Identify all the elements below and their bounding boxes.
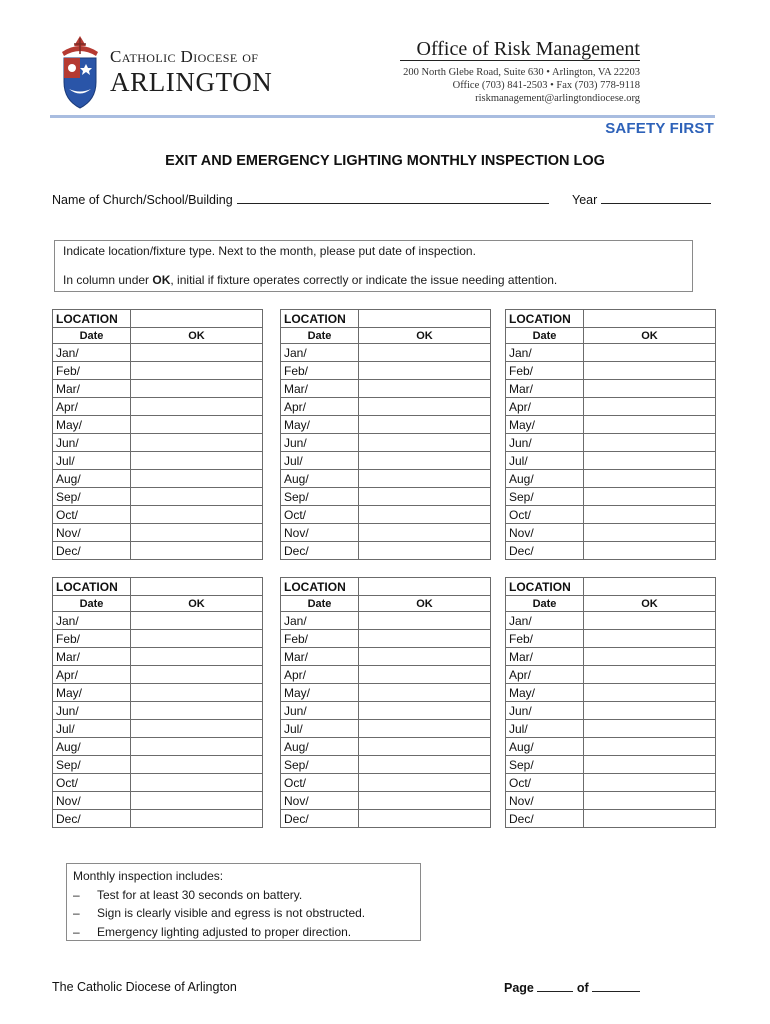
office-title: Office of Risk Management <box>416 38 640 60</box>
page-total-blank[interactable] <box>592 980 640 992</box>
month-date-cell[interactable]: Oct/ <box>281 774 359 792</box>
month-date-cell[interactable]: Mar/ <box>281 380 359 398</box>
table-row <box>53 416 263 434</box>
ok-cell[interactable] <box>131 666 263 684</box>
table-row <box>506 362 716 380</box>
diocese-name-line1: Catholic Diocese of <box>110 47 259 66</box>
page-number-field[interactable]: Page of <box>504 980 640 995</box>
ok-cell[interactable] <box>359 470 491 488</box>
table-row <box>53 810 263 828</box>
ok-cell[interactable] <box>584 756 716 774</box>
month-date-cell[interactable]: Jan/ <box>281 344 359 362</box>
month-date-cell[interactable]: Dec/ <box>281 810 359 828</box>
month-date-cell[interactable]: Nov/ <box>281 524 359 542</box>
ok-cell[interactable] <box>359 434 491 452</box>
ok-cell[interactable] <box>359 398 491 416</box>
table-row <box>281 684 491 702</box>
table-row <box>506 344 716 362</box>
ok-cell[interactable] <box>131 702 263 720</box>
ok-cell[interactable] <box>131 488 263 506</box>
location-input-cell[interactable] <box>359 310 491 328</box>
includes-item: – Sign is clearly visible and egress is not obstructed. <box>73 906 366 920</box>
ok-cell[interactable] <box>584 648 716 666</box>
location-label: LOCATION <box>281 578 359 596</box>
page-number-blank[interactable] <box>537 980 573 992</box>
table-row <box>506 524 716 542</box>
includes-item: – Emergency lighting adjusted to proper direction. <box>73 924 352 939</box>
ok-cell[interactable] <box>359 648 491 666</box>
table-row <box>281 344 491 362</box>
ok-cell[interactable] <box>584 416 716 434</box>
month-date-cell[interactable]: Sep/ <box>53 488 131 506</box>
instructions-line2: In column under OK, initial if fixture operates correctly or indicate the issue needing attention. <box>63 273 558 287</box>
date-column-header: Date <box>281 596 359 612</box>
table-row <box>53 362 263 380</box>
ok-cell[interactable] <box>131 542 263 560</box>
table-row <box>506 416 716 434</box>
ok-cell[interactable] <box>131 416 263 434</box>
table-row <box>53 720 263 738</box>
table-row <box>506 648 716 666</box>
month-date-cell[interactable]: Sep/ <box>281 488 359 506</box>
table-row <box>53 470 263 488</box>
month-date-cell[interactable]: May/ <box>53 684 131 702</box>
month-date-cell[interactable]: Sep/ <box>506 488 584 506</box>
month-date-cell[interactable]: Aug/ <box>281 738 359 756</box>
table-row <box>506 398 716 416</box>
month-date-cell[interactable]: Mar/ <box>506 648 584 666</box>
header-rule <box>50 115 715 118</box>
table-row <box>53 684 263 702</box>
month-date-cell[interactable]: Mar/ <box>281 648 359 666</box>
includes-item: – Test for at least 30 seconds on battery. <box>73 887 303 902</box>
ok-cell[interactable] <box>131 630 263 648</box>
table-row <box>53 488 263 506</box>
table-row <box>281 810 491 828</box>
ok-column-header: OK <box>359 596 491 612</box>
month-date-cell[interactable]: Oct/ <box>281 506 359 524</box>
location-input-cell[interactable] <box>131 310 263 328</box>
table-row <box>53 524 263 542</box>
ok-cell[interactable] <box>584 362 716 380</box>
inspection-log-table <box>280 577 491 828</box>
month-date-cell[interactable]: Dec/ <box>506 542 584 560</box>
month-date-cell[interactable]: Dec/ <box>281 542 359 560</box>
table-row <box>53 774 263 792</box>
month-date-cell[interactable]: Aug/ <box>506 738 584 756</box>
year-label: Year <box>572 193 598 207</box>
instructions-line1: Indicate location/fixture type. Next to the month, please put date of inspection. <box>63 244 476 258</box>
table-row <box>53 738 263 756</box>
table-row <box>281 362 491 380</box>
table-row <box>53 344 263 362</box>
month-date-cell[interactable]: Jan/ <box>506 612 584 630</box>
table-row <box>506 756 716 774</box>
table-row <box>53 398 263 416</box>
diocese-name-line2: ARLINGTON <box>110 67 273 97</box>
ok-cell[interactable] <box>359 720 491 738</box>
table-row <box>281 524 491 542</box>
ok-column-header: OK <box>584 596 716 612</box>
ok-column-header: OK <box>584 328 716 344</box>
ok-cell[interactable] <box>584 774 716 792</box>
diocese-crest-icon <box>56 34 104 110</box>
table-row <box>53 506 263 524</box>
inspection-log-table <box>505 577 716 828</box>
table-row <box>281 506 491 524</box>
location-label: LOCATION <box>281 310 359 328</box>
month-date-cell[interactable]: Nov/ <box>506 792 584 810</box>
month-date-cell[interactable]: Sep/ <box>281 756 359 774</box>
month-date-cell[interactable]: Jun/ <box>281 434 359 452</box>
month-date-cell[interactable]: Feb/ <box>281 630 359 648</box>
month-date-cell[interactable]: Jun/ <box>281 702 359 720</box>
ok-cell[interactable] <box>131 720 263 738</box>
location-label: LOCATION <box>53 310 131 328</box>
month-date-cell[interactable]: Feb/ <box>506 362 584 380</box>
table-row <box>281 542 491 560</box>
month-date-cell[interactable]: Apr/ <box>506 398 584 416</box>
ok-cell[interactable] <box>131 380 263 398</box>
month-date-cell[interactable]: Jul/ <box>281 720 359 738</box>
ok-cell[interactable] <box>359 774 491 792</box>
table-row <box>53 612 263 630</box>
month-date-cell[interactable]: May/ <box>506 684 584 702</box>
ok-cell[interactable] <box>359 344 491 362</box>
ok-cell[interactable] <box>359 666 491 684</box>
ok-cell[interactable] <box>584 434 716 452</box>
month-date-cell[interactable]: Feb/ <box>506 630 584 648</box>
ok-cell[interactable] <box>131 398 263 416</box>
ok-cell[interactable] <box>584 470 716 488</box>
month-date-cell[interactable]: Jun/ <box>53 434 131 452</box>
ok-cell[interactable] <box>584 524 716 542</box>
month-date-cell[interactable]: Oct/ <box>506 506 584 524</box>
month-date-cell[interactable]: Oct/ <box>53 506 131 524</box>
month-date-cell[interactable]: Jul/ <box>281 452 359 470</box>
month-date-cell[interactable]: May/ <box>506 416 584 434</box>
ok-cell[interactable] <box>359 380 491 398</box>
location-input-cell[interactable] <box>584 310 716 328</box>
month-date-cell[interactable]: Oct/ <box>53 774 131 792</box>
ok-cell[interactable] <box>359 684 491 702</box>
page-title: EXIT AND EMERGENCY LIGHTING MONTHLY INSPECTION LOG <box>165 153 605 169</box>
table-row <box>53 542 263 560</box>
ok-cell[interactable] <box>359 612 491 630</box>
table-row <box>53 756 263 774</box>
inspection-log-table <box>280 309 491 560</box>
table-row <box>53 792 263 810</box>
table-row <box>506 684 716 702</box>
ok-cell[interactable] <box>131 756 263 774</box>
table-row <box>281 470 491 488</box>
table-row <box>506 434 716 452</box>
ok-cell[interactable] <box>359 792 491 810</box>
ok-cell[interactable] <box>131 774 263 792</box>
ok-cell[interactable] <box>584 612 716 630</box>
month-date-cell[interactable]: Feb/ <box>53 362 131 380</box>
ok-cell[interactable] <box>584 702 716 720</box>
table-row <box>506 810 716 828</box>
table-row <box>506 470 716 488</box>
month-date-cell[interactable]: Jun/ <box>506 434 584 452</box>
ok-cell[interactable] <box>359 452 491 470</box>
ok-cell[interactable] <box>584 738 716 756</box>
month-date-cell[interactable]: Jan/ <box>53 344 131 362</box>
ok-cell[interactable] <box>359 810 491 828</box>
month-date-cell[interactable]: Jun/ <box>53 702 131 720</box>
table-row <box>281 648 491 666</box>
month-date-cell[interactable]: Mar/ <box>53 380 131 398</box>
location-label: LOCATION <box>506 310 584 328</box>
month-date-cell[interactable]: Apr/ <box>506 666 584 684</box>
table-row <box>281 738 491 756</box>
month-date-cell[interactable]: May/ <box>53 416 131 434</box>
month-date-cell[interactable]: Jul/ <box>506 720 584 738</box>
month-date-cell[interactable]: Jul/ <box>506 452 584 470</box>
table-row <box>506 792 716 810</box>
inspection-log-table <box>505 309 716 560</box>
inspection-includes-box <box>66 863 421 941</box>
ok-cell[interactable] <box>359 630 491 648</box>
table-row <box>281 666 491 684</box>
ok-cell[interactable] <box>359 506 491 524</box>
month-date-cell[interactable]: Jul/ <box>53 720 131 738</box>
ok-cell[interactable] <box>131 362 263 380</box>
date-column-header: Date <box>53 328 131 344</box>
location-input-cell[interactable] <box>584 578 716 596</box>
table-row <box>506 702 716 720</box>
ok-cell[interactable] <box>131 648 263 666</box>
location-label: LOCATION <box>53 578 131 596</box>
table-row <box>506 380 716 398</box>
ok-cell[interactable] <box>131 792 263 810</box>
ok-cell[interactable] <box>584 488 716 506</box>
ok-cell[interactable] <box>584 684 716 702</box>
table-row <box>281 398 491 416</box>
instructions-box <box>54 240 693 292</box>
table-row <box>506 612 716 630</box>
table-row <box>506 738 716 756</box>
month-date-cell[interactable]: Apr/ <box>53 398 131 416</box>
table-row <box>281 756 491 774</box>
ok-cell[interactable] <box>584 792 716 810</box>
building-name-blank[interactable] <box>237 192 549 204</box>
ok-cell[interactable] <box>131 434 263 452</box>
ok-cell[interactable] <box>359 362 491 380</box>
ok-cell[interactable] <box>584 666 716 684</box>
ok-cell[interactable] <box>584 452 716 470</box>
table-row <box>506 488 716 506</box>
month-date-cell[interactable]: Nov/ <box>506 524 584 542</box>
includes-heading: Monthly inspection includes: <box>73 869 224 883</box>
building-name-label: Name of Church/School/Building <box>52 193 233 207</box>
ok-cell[interactable] <box>131 684 263 702</box>
office-address: 200 North Glebe Road, Suite 630 • Arlington, VA 22203 <box>403 67 640 78</box>
month-date-cell[interactable]: May/ <box>281 684 359 702</box>
table-row <box>281 488 491 506</box>
ok-cell[interactable] <box>131 810 263 828</box>
office-email: riskmanagement@arlingtondiocese.org <box>475 93 640 104</box>
month-date-cell[interactable]: Apr/ <box>53 666 131 684</box>
date-column-header: Date <box>53 596 131 612</box>
table-row <box>53 630 263 648</box>
ok-cell[interactable] <box>584 344 716 362</box>
ok-column-header: OK <box>131 328 263 344</box>
ok-cell[interactable] <box>131 612 263 630</box>
month-date-cell[interactable]: Feb/ <box>53 630 131 648</box>
office-phone-fax: Office (703) 841-2503 • Fax (703) 778-9118 <box>452 80 640 91</box>
month-date-cell[interactable]: Oct/ <box>506 774 584 792</box>
ok-cell[interactable] <box>584 506 716 524</box>
ok-cell[interactable] <box>131 506 263 524</box>
table-row <box>506 774 716 792</box>
ok-cell[interactable] <box>584 630 716 648</box>
inspection-log-table <box>52 309 263 560</box>
ok-cell[interactable] <box>359 738 491 756</box>
table-row <box>281 380 491 398</box>
month-date-cell[interactable]: Jul/ <box>53 452 131 470</box>
ok-cell[interactable] <box>359 702 491 720</box>
month-date-cell[interactable]: Nov/ <box>53 524 131 542</box>
ok-cell[interactable] <box>584 380 716 398</box>
ok-cell[interactable] <box>359 416 491 434</box>
footer-organization: The Catholic Diocese of Arlington <box>52 980 237 994</box>
location-label: LOCATION <box>506 578 584 596</box>
date-column-header: Date <box>506 328 584 344</box>
month-date-cell[interactable]: Dec/ <box>53 810 131 828</box>
month-date-cell[interactable]: Nov/ <box>53 792 131 810</box>
table-row <box>281 612 491 630</box>
ok-column-header: OK <box>359 328 491 344</box>
table-row <box>281 416 491 434</box>
ok-cell[interactable] <box>359 488 491 506</box>
date-column-header: Date <box>281 328 359 344</box>
ok-cell[interactable] <box>359 524 491 542</box>
table-row <box>281 434 491 452</box>
month-date-cell[interactable]: Nov/ <box>281 792 359 810</box>
ok-cell[interactable] <box>359 542 491 560</box>
table-row <box>281 702 491 720</box>
ok-cell[interactable] <box>359 756 491 774</box>
ok-cell[interactable] <box>131 452 263 470</box>
month-date-cell[interactable]: Dec/ <box>53 542 131 560</box>
month-date-cell[interactable]: Dec/ <box>506 810 584 828</box>
ok-cell[interactable] <box>584 810 716 828</box>
month-date-cell[interactable]: Jan/ <box>506 344 584 362</box>
table-row <box>506 452 716 470</box>
month-date-cell[interactable]: Sep/ <box>506 756 584 774</box>
ok-cell[interactable] <box>131 738 263 756</box>
diocese-name <box>110 48 272 96</box>
ok-column-header: OK <box>131 596 263 612</box>
month-date-cell[interactable]: Jun/ <box>506 702 584 720</box>
table-row <box>281 774 491 792</box>
location-input-cell[interactable] <box>359 578 491 596</box>
month-date-cell[interactable]: Mar/ <box>53 648 131 666</box>
ok-cell[interactable] <box>131 470 263 488</box>
month-date-cell[interactable]: Apr/ <box>281 398 359 416</box>
month-date-cell[interactable]: Aug/ <box>53 470 131 488</box>
office-contact <box>403 66 640 105</box>
year-blank[interactable] <box>601 192 711 204</box>
table-row <box>281 792 491 810</box>
year-field[interactable] <box>572 192 711 207</box>
month-date-cell[interactable]: Aug/ <box>506 470 584 488</box>
ok-cell[interactable] <box>584 542 716 560</box>
table-row <box>53 666 263 684</box>
table-row <box>53 648 263 666</box>
month-date-cell[interactable]: Mar/ <box>506 380 584 398</box>
ok-cell[interactable] <box>131 344 263 362</box>
table-row <box>53 702 263 720</box>
table-row <box>506 720 716 738</box>
building-name-field[interactable] <box>52 192 549 207</box>
table-row <box>53 452 263 470</box>
table-row <box>506 630 716 648</box>
table-row <box>281 720 491 738</box>
month-date-cell[interactable]: May/ <box>281 416 359 434</box>
table-row <box>53 434 263 452</box>
table-row <box>506 666 716 684</box>
table-row <box>281 452 491 470</box>
table-row <box>281 630 491 648</box>
safety-first-tagline: SAFETY FIRST <box>605 120 714 137</box>
month-date-cell[interactable]: Sep/ <box>53 756 131 774</box>
inspection-log-table <box>52 577 263 828</box>
ok-cell[interactable] <box>584 398 716 416</box>
table-row <box>506 542 716 560</box>
date-column-header: Date <box>506 596 584 612</box>
ok-cell[interactable] <box>131 524 263 542</box>
month-date-cell[interactable]: Aug/ <box>53 738 131 756</box>
month-date-cell[interactable]: Aug/ <box>281 470 359 488</box>
month-date-cell[interactable]: Jan/ <box>53 612 131 630</box>
ok-cell[interactable] <box>584 720 716 738</box>
month-date-cell[interactable]: Apr/ <box>281 666 359 684</box>
table-row <box>506 506 716 524</box>
month-date-cell[interactable]: Feb/ <box>281 362 359 380</box>
table-row <box>53 380 263 398</box>
month-date-cell[interactable]: Jan/ <box>281 612 359 630</box>
location-input-cell[interactable] <box>131 578 263 596</box>
